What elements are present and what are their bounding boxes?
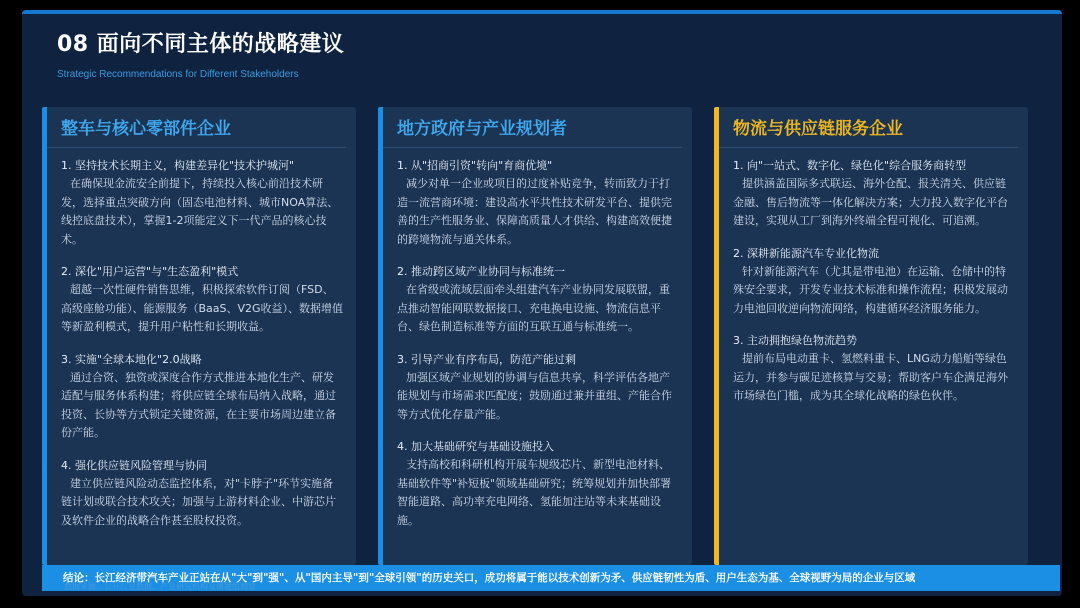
recommendation-title: 3. 主动拥抱绿色物流趋势 <box>733 334 857 347</box>
card-header: 物流与供应链服务企业 <box>733 119 903 139</box>
recommendation-text: 提前布局电动重卡、氢燃料重卡、LNG动力船舶等绿色运力，并参与碳足迹核算与交易；帮助客户车企满足海外市场绿色门槛，成为其全球化战略的绿色伙伴。 <box>733 352 1008 402</box>
recommendation-item <box>61 157 344 249</box>
recommendation-text: 建立供应链风险动态监控体系，对"卡脖子"环节实施备链计划或联合技术攻关；加强与上游材料企业、中游芯片及软件企业的战略合作甚至股权投资。 <box>61 476 336 527</box>
card-header: 地方政府与产业规划者 <box>397 119 567 139</box>
recommendation-text: 通过合资、独资或深度合作方式推进本地化生产、研发适配与服务体系构建；将供应链全球布局纳入战略，通过投资、长协等方式锁定关键资源，在主要市场周边建立备份产能。 <box>61 370 336 439</box>
page-title: 08 面向不同主体的战略建议 <box>57 32 345 57</box>
card-automakers <box>42 107 356 565</box>
slide <box>22 10 1062 596</box>
recommendation-item <box>61 263 344 337</box>
recommendation-title: 4. 加大基础研究与基础设施投入 <box>397 440 554 453</box>
recommendation-title: 1. 坚持技术长期主义，构建差异化"技术护城河" <box>61 159 295 172</box>
recommendation-item <box>733 245 1016 319</box>
recommendation-item <box>397 157 680 249</box>
recommendation-text: 超越一次性硬件销售思维，积极探索软件订阅（FSD、高级座舱功能）、能源服务（BaaS、V2G收益）、数据增值等新盈利模式，提升用户粘性和长期收益。 <box>61 283 344 333</box>
page-subtitle: Strategic Recommendations for Different Stakeholders <box>57 69 299 80</box>
recommendation-item <box>397 351 680 425</box>
recommendation-text: 支持高校和科研机构开展车规级芯片、新型电池材料、基础软件等"补短板"领域基础研究；统筹规划并加快部署智能道路、高功率充电网络、氢能加注站等未来基础设施。 <box>397 458 672 527</box>
conclusion-banner: 结论：长江经济带汽车产业正站在从"大"到"强"、从"国内主导"到"全球引领"的历史关口，成功将属于能以技术创新为矛、供应链韧性为盾、用户生态为基、全球视野为局的企业与区域 <box>42 565 1060 591</box>
recommendation-text: 针对新能源汽车（尤其是带电池）在运输、仓储中的特殊安全要求，开发专业技术标准和操作流程；积极发展动力电池回收逆向物流网络，构建循环经济服务能力。 <box>733 264 1008 315</box>
recommendation-title: 1. 从"招商引资"转向"育商优境" <box>397 159 553 172</box>
recommendation-text: 加强区域产业规划的协调与信息共享，科学评估各地产能规划与市场需求匹配度；鼓励通过兼并重组、产能合作等方式优化存量产能。 <box>397 370 672 421</box>
recommendation-item <box>733 332 1016 406</box>
recommendation-title: 1. 向"一站式、数字化、绿色化"综合服务商转型 <box>733 159 967 172</box>
card-local-government <box>378 107 692 565</box>
recommendation-title: 4. 强化供应链风险管理与协同 <box>61 458 207 472</box>
recommendation-text: 提供涵盖国际多式联运、海外仓配、报关清关、供应链金融、售后物流等一体化解决方案；大力投入数字化平台建设，实现从工厂到海外终端全程可视化、可追溯。 <box>733 177 1008 227</box>
card-header: 整车与核心零部件企业 <box>61 119 231 139</box>
recommendation-text: 在确保现金流安全前提下，持续投入核心前沿技术研发，选择重点突破方向（固态电池材料、城市NOA算法、线控底盘技术），掌握1-2项能定义下一代产品的核心技术。 <box>61 177 339 246</box>
recommendation-text: 在省级或流域层面牵头组建汽车产业协同发展联盟，重点推动智能网联数据接口、充电换电设施、物流信息平台、绿色制造标准等方面的互联互通与标准统一。 <box>397 283 670 333</box>
recommendation-title: 3. 实施"全球本地化"2.0战略 <box>61 352 202 366</box>
recommendation-text: 减少对单一企业或项目的过度补贴竞争，转而致力于打造一流营商环境：建设高水平共性技术研发平台、提供完善的生产性服务业、保障高质量人才供给、构建高效便捷的跨境物流与通关体系。 <box>397 177 672 246</box>
recommendation-item <box>61 457 344 531</box>
recommendation-item <box>733 157 1016 231</box>
recommendation-item <box>397 263 680 337</box>
recommendation-item <box>397 438 680 530</box>
recommendation-title: 2. 深耕新能源汽车专业化物流 <box>733 246 879 260</box>
recommendation-title: 2. 推动跨区域产业协同与标准统一 <box>397 265 565 278</box>
recommendation-title: 2. 深化"用户运营"与"生态盈利"模式 <box>61 265 239 278</box>
recommendation-title: 3. 引导产业有序布局，防范产能过剩 <box>397 352 576 366</box>
card-logistics <box>714 107 1028 565</box>
recommendation-item <box>61 351 344 443</box>
source-note: 数据来源：公开行业数据、产业研究机构及课题组测算 <box>64 582 256 591</box>
